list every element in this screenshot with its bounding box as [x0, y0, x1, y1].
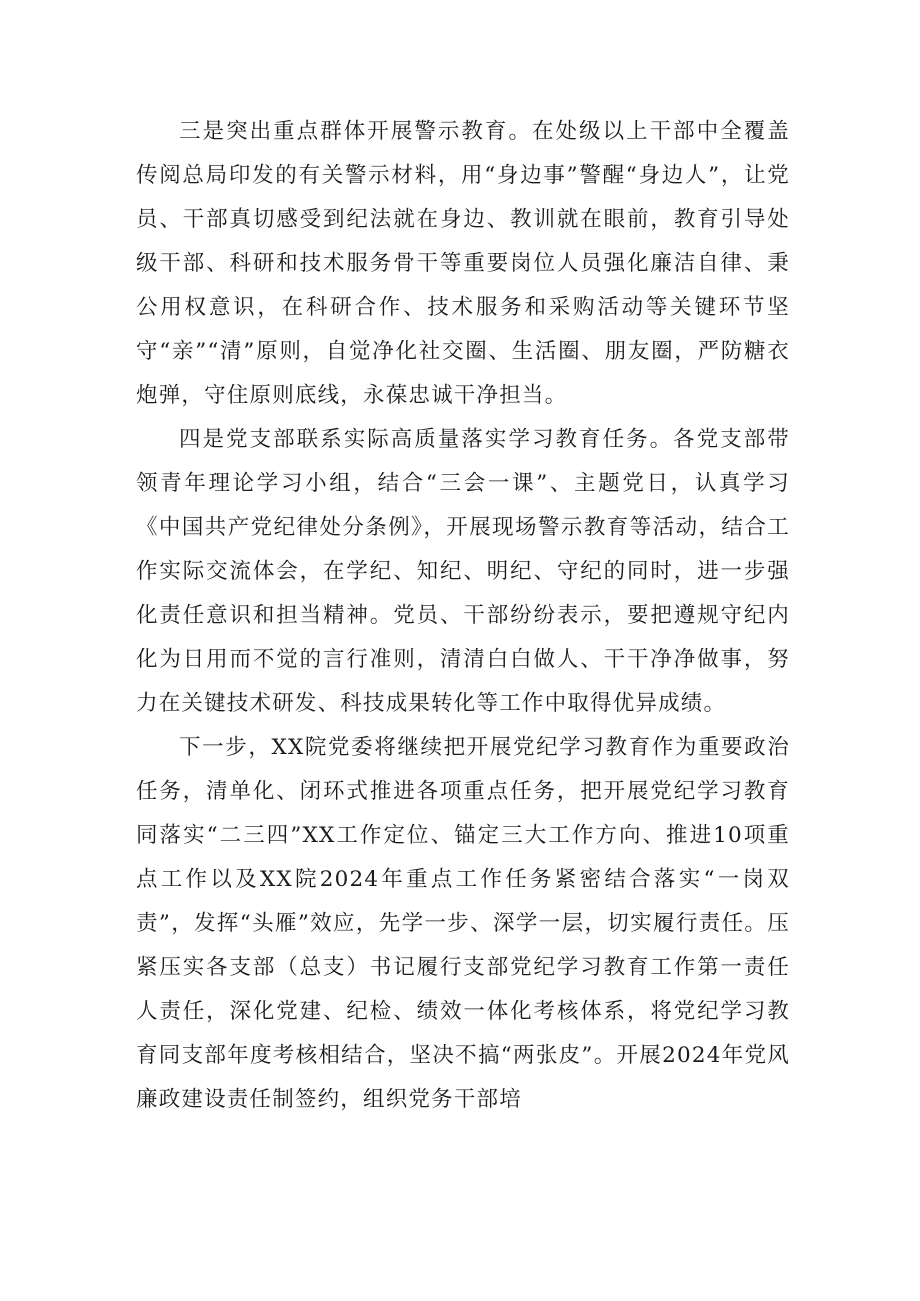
paragraph-warning-education: 三是突出重点群体开展警示教育。在处级以上干部中全覆盖传阅总局印发的有关警示材料，用“身边事”警醒“身边人”，让党员、干部真切感受到纪法就在身边、教训就在眼前，教育引导处级干部、科研和技术服务骨干等重要岗位人员强化廉洁自律、秉公用权意识，在科研合作、技术服务和采购活动等关键环节坚守“亲”“清”原则，自觉净化社交圈、生活圈、朋友圈，严防糖衣炮弹，守住原则底线，永葆忠诚干净担当。: [136, 119, 790, 408]
paragraph-next-steps: 下一步，XX院党委将继续把开展党纪学习教育作为重要政治任务，清单化、闭环式推进各项重点任务，把开展党纪学习教育同落实“二三四”XX工作定位、锚定三大工作方向、推进10项重点工作以及XX院2024年重点工作任务紧密结合落实“一岗双责”，发挥“头雁”效应，先学一步、深学一层，切实履行责任。压紧压实各支部（总支）书记履行支部党纪学习教育工作第一责任人责任，深化党建、纪检、绩效一体化考核体系，将党纪学习教育同支部年度考核相结合，坚决不搞“两张皮”。开展2024年党风廉政建设责任制签约，组织党务干部培: [136, 735, 790, 1112]
paragraph-party-branch-study: 四是党支部联系实际高质量落实学习教育任务。各党支部带领青年理论学习小组，结合“三会一课”、主题党日，认真学习《中国共产党纪律处分条例》，开展现场警示教育等活动，结合工作实际交流体会，在学纪、知纪、明纪、守纪的同时，进一步强化责任意识和担当精神。党员、干部纷纷表示，要把遵规守纪内化为日用而不觉的言行准则，清清白白做人、干干净净做事，努力在关键技术研发、科技成果转化等工作中取得优异成绩。: [136, 427, 790, 716]
document-body: [136, 110, 790, 1122]
